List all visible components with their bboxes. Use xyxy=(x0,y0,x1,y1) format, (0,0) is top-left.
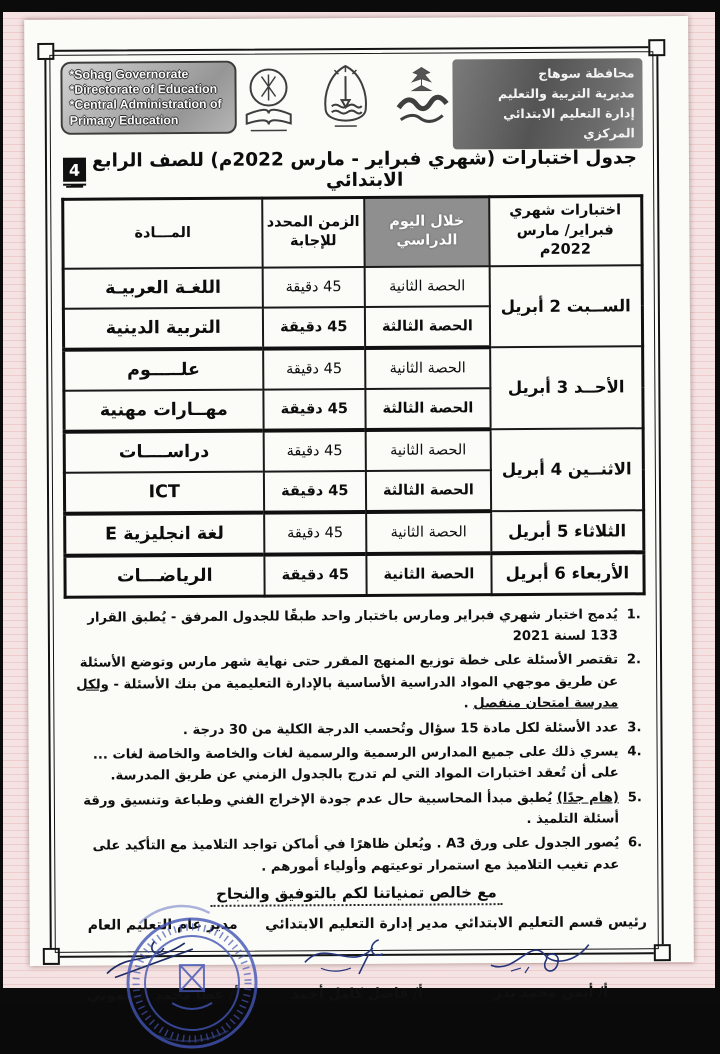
grade-number-badge: 4 xyxy=(63,158,86,182)
table-row xyxy=(63,265,642,309)
signature-title: مدير إدارة التعليم الابتدائي xyxy=(265,916,448,933)
time-cell: 45 دقيقة xyxy=(262,307,365,349)
note-number: 6. xyxy=(628,833,642,854)
english-line: *Sohag Governorate xyxy=(69,67,227,83)
signature-column xyxy=(260,914,455,1043)
note-item xyxy=(67,787,645,833)
subject-cell: ICT xyxy=(64,471,263,513)
sohag-directorate-logo xyxy=(236,62,300,142)
decorative-frame xyxy=(44,46,664,958)
note-number: 4. xyxy=(627,741,641,762)
time-cell: 45 دقيقة xyxy=(263,389,366,431)
subject-cell: علـــــوم xyxy=(64,348,263,390)
arabic-header-box xyxy=(452,58,643,149)
page-title: جدول اختبارات (شهري فبراير - مارس 2022م) للصف الرابع الابتدائي xyxy=(86,147,643,192)
directorate-line: مديرية التربية والتعليم xyxy=(461,83,635,104)
col-header-time: الزمن المحدد للإجابة xyxy=(262,197,365,267)
time-cell: 45 دقيقة xyxy=(263,471,366,513)
note-text: . xyxy=(464,696,474,711)
subject-cell: مهــارات مهنية xyxy=(64,389,263,431)
day-cell: الاثنــين 4 أبريل xyxy=(490,428,643,511)
day-cell: الأربعاء 6 أبريل xyxy=(491,552,644,594)
col-header-day: اختبارات شهري فبراير/ مارس 2022م xyxy=(489,196,642,266)
document-header xyxy=(60,58,643,148)
signature-ink xyxy=(481,931,621,990)
subject-cell: لغة انجليزية E xyxy=(65,512,264,555)
day-cell: الســبت 2 أبريل xyxy=(489,265,642,347)
session-cell: الحصة الثالثة xyxy=(365,306,490,348)
note-item xyxy=(66,650,644,718)
table-row xyxy=(64,428,643,473)
governorate-line: محافظة سوهاج xyxy=(460,63,634,84)
note-number: 2. xyxy=(627,650,641,671)
time-cell: 45 دقيقة xyxy=(263,348,366,390)
note-item xyxy=(67,833,645,879)
subject-cell: دراســــات xyxy=(64,430,263,472)
col-header-subject: المـــادة xyxy=(63,198,262,268)
english-header-stamp xyxy=(60,61,236,135)
session-cell: الحصة الثانية xyxy=(366,511,491,554)
session-cell: الحصة الثانية xyxy=(365,266,490,307)
note-item xyxy=(67,741,645,787)
english-line: *Central Administration of xyxy=(70,97,228,113)
signature-name: أ/ أيمن محمد بدر xyxy=(494,985,608,1002)
session-cell: الحصة الثانية xyxy=(365,347,490,389)
document-sheet xyxy=(24,16,694,966)
administration-line: إدارة التعليم الابتدائي المركزي xyxy=(461,103,635,144)
note-underlined: ولكل مدرسة امتحان منفصل xyxy=(76,677,618,711)
table-row xyxy=(65,552,644,597)
frame-content xyxy=(49,51,658,953)
english-line: *Directorate of Education xyxy=(70,82,228,98)
note-item xyxy=(66,604,644,650)
english-line: Primary Education xyxy=(70,112,228,128)
time-cell: 45 دقيقة xyxy=(262,267,365,308)
notes-list xyxy=(66,604,646,879)
day-cell: الثلاثاء 5 أبريل xyxy=(491,510,644,553)
signature-ink xyxy=(93,933,233,992)
grade-number-underline xyxy=(63,158,86,186)
time-cell: 45 دقيقة xyxy=(264,512,367,555)
subject-cell: اللغـة العربيـة xyxy=(63,267,262,308)
ministry-of-education-logo xyxy=(390,61,452,141)
education-administration-logo xyxy=(316,62,374,142)
signature-name: أ/ عطا محمد الميموني xyxy=(87,987,239,1004)
good-luck-line: مع خالص تمنياتنا لكم بالتوفيق والنجاح xyxy=(210,883,503,907)
title-row xyxy=(61,147,643,193)
col-header-session: خلال اليوم الدراسي xyxy=(364,197,489,267)
note-text: يسري ذلك على جميع المدارس الرسمية والرسمية لغات والخاصة والخاصة لغات ... على أن تُعقد اختبارات المواد التي لم تدرج بالجدول الزمني عن طريق المدرسة. xyxy=(93,744,619,783)
note-number: 1. xyxy=(627,604,641,625)
table-header-row xyxy=(63,196,642,269)
subject-cell: التربية الدينية xyxy=(63,307,262,349)
subject-cell: الرياضـــات xyxy=(65,554,264,597)
signature-column xyxy=(66,915,261,1044)
time-cell: 45 دقيقة xyxy=(264,554,367,596)
signature-column xyxy=(454,912,649,1041)
note-text: تقتصر الأسئلة على خطة توزيع المنهج المقرر حتى نهاية شهر مارس وتوضع الأسئلة عن طريق موجهي المواد الدراسية الأساسية بالإدارة التعليمية من بنك الأسئلة - xyxy=(80,653,619,692)
exam-schedule-table xyxy=(61,194,645,598)
signatures-block xyxy=(66,912,649,1044)
session-cell: الحصة الثالثة xyxy=(366,470,491,512)
note-number: 3. xyxy=(627,717,641,738)
day-cell: الأحــد 3 أبريل xyxy=(490,346,643,429)
time-cell: 45 دقيقة xyxy=(263,430,366,472)
table-row xyxy=(64,346,643,391)
session-cell: الحصة الثالثة xyxy=(365,388,490,430)
note-text: عدد الأسئلة لكل مادة 15 سؤال وتُحسب الدرجة الكلية من 30 درجة . xyxy=(183,720,619,738)
signature-title: مدير عام التعليم العام xyxy=(88,917,238,934)
session-cell: الحصة الثانية xyxy=(366,553,491,595)
signature-title: رئيس قسم التعليم الابتدائي xyxy=(454,914,647,931)
table-row xyxy=(65,510,644,556)
signature-name: أ/ فاضل كامل أحمد xyxy=(291,986,423,1003)
note-text: يُصور الجدول على ورق A3 . ويُعلن ظاهرًا في أماكن تواجد التلاميذ مع التأكيد على عدم تغيب التلاميذ مع استمرار توعيتهم وأولياء أمورهم . xyxy=(93,836,620,875)
note-number: 5. xyxy=(628,787,642,808)
note-text: يُطبق مبدأ المحاسبية حال عدم جودة الإخراج الفني وطباعة وتنسيق ورقة أسئلة التلميذ . xyxy=(83,790,619,827)
signature-ink xyxy=(287,932,427,991)
note-text: يُدمج اختبار شهري فبراير ومارس باختبار واحد طبقًا للجدول المرفق - يُطبق القرار 133 لسنة 2021 xyxy=(87,607,618,644)
note-item xyxy=(66,717,644,742)
note-underlined: (هام جدًا) xyxy=(557,790,619,805)
session-cell: الحصة الثانية xyxy=(366,429,491,471)
logo-strip xyxy=(236,59,452,142)
